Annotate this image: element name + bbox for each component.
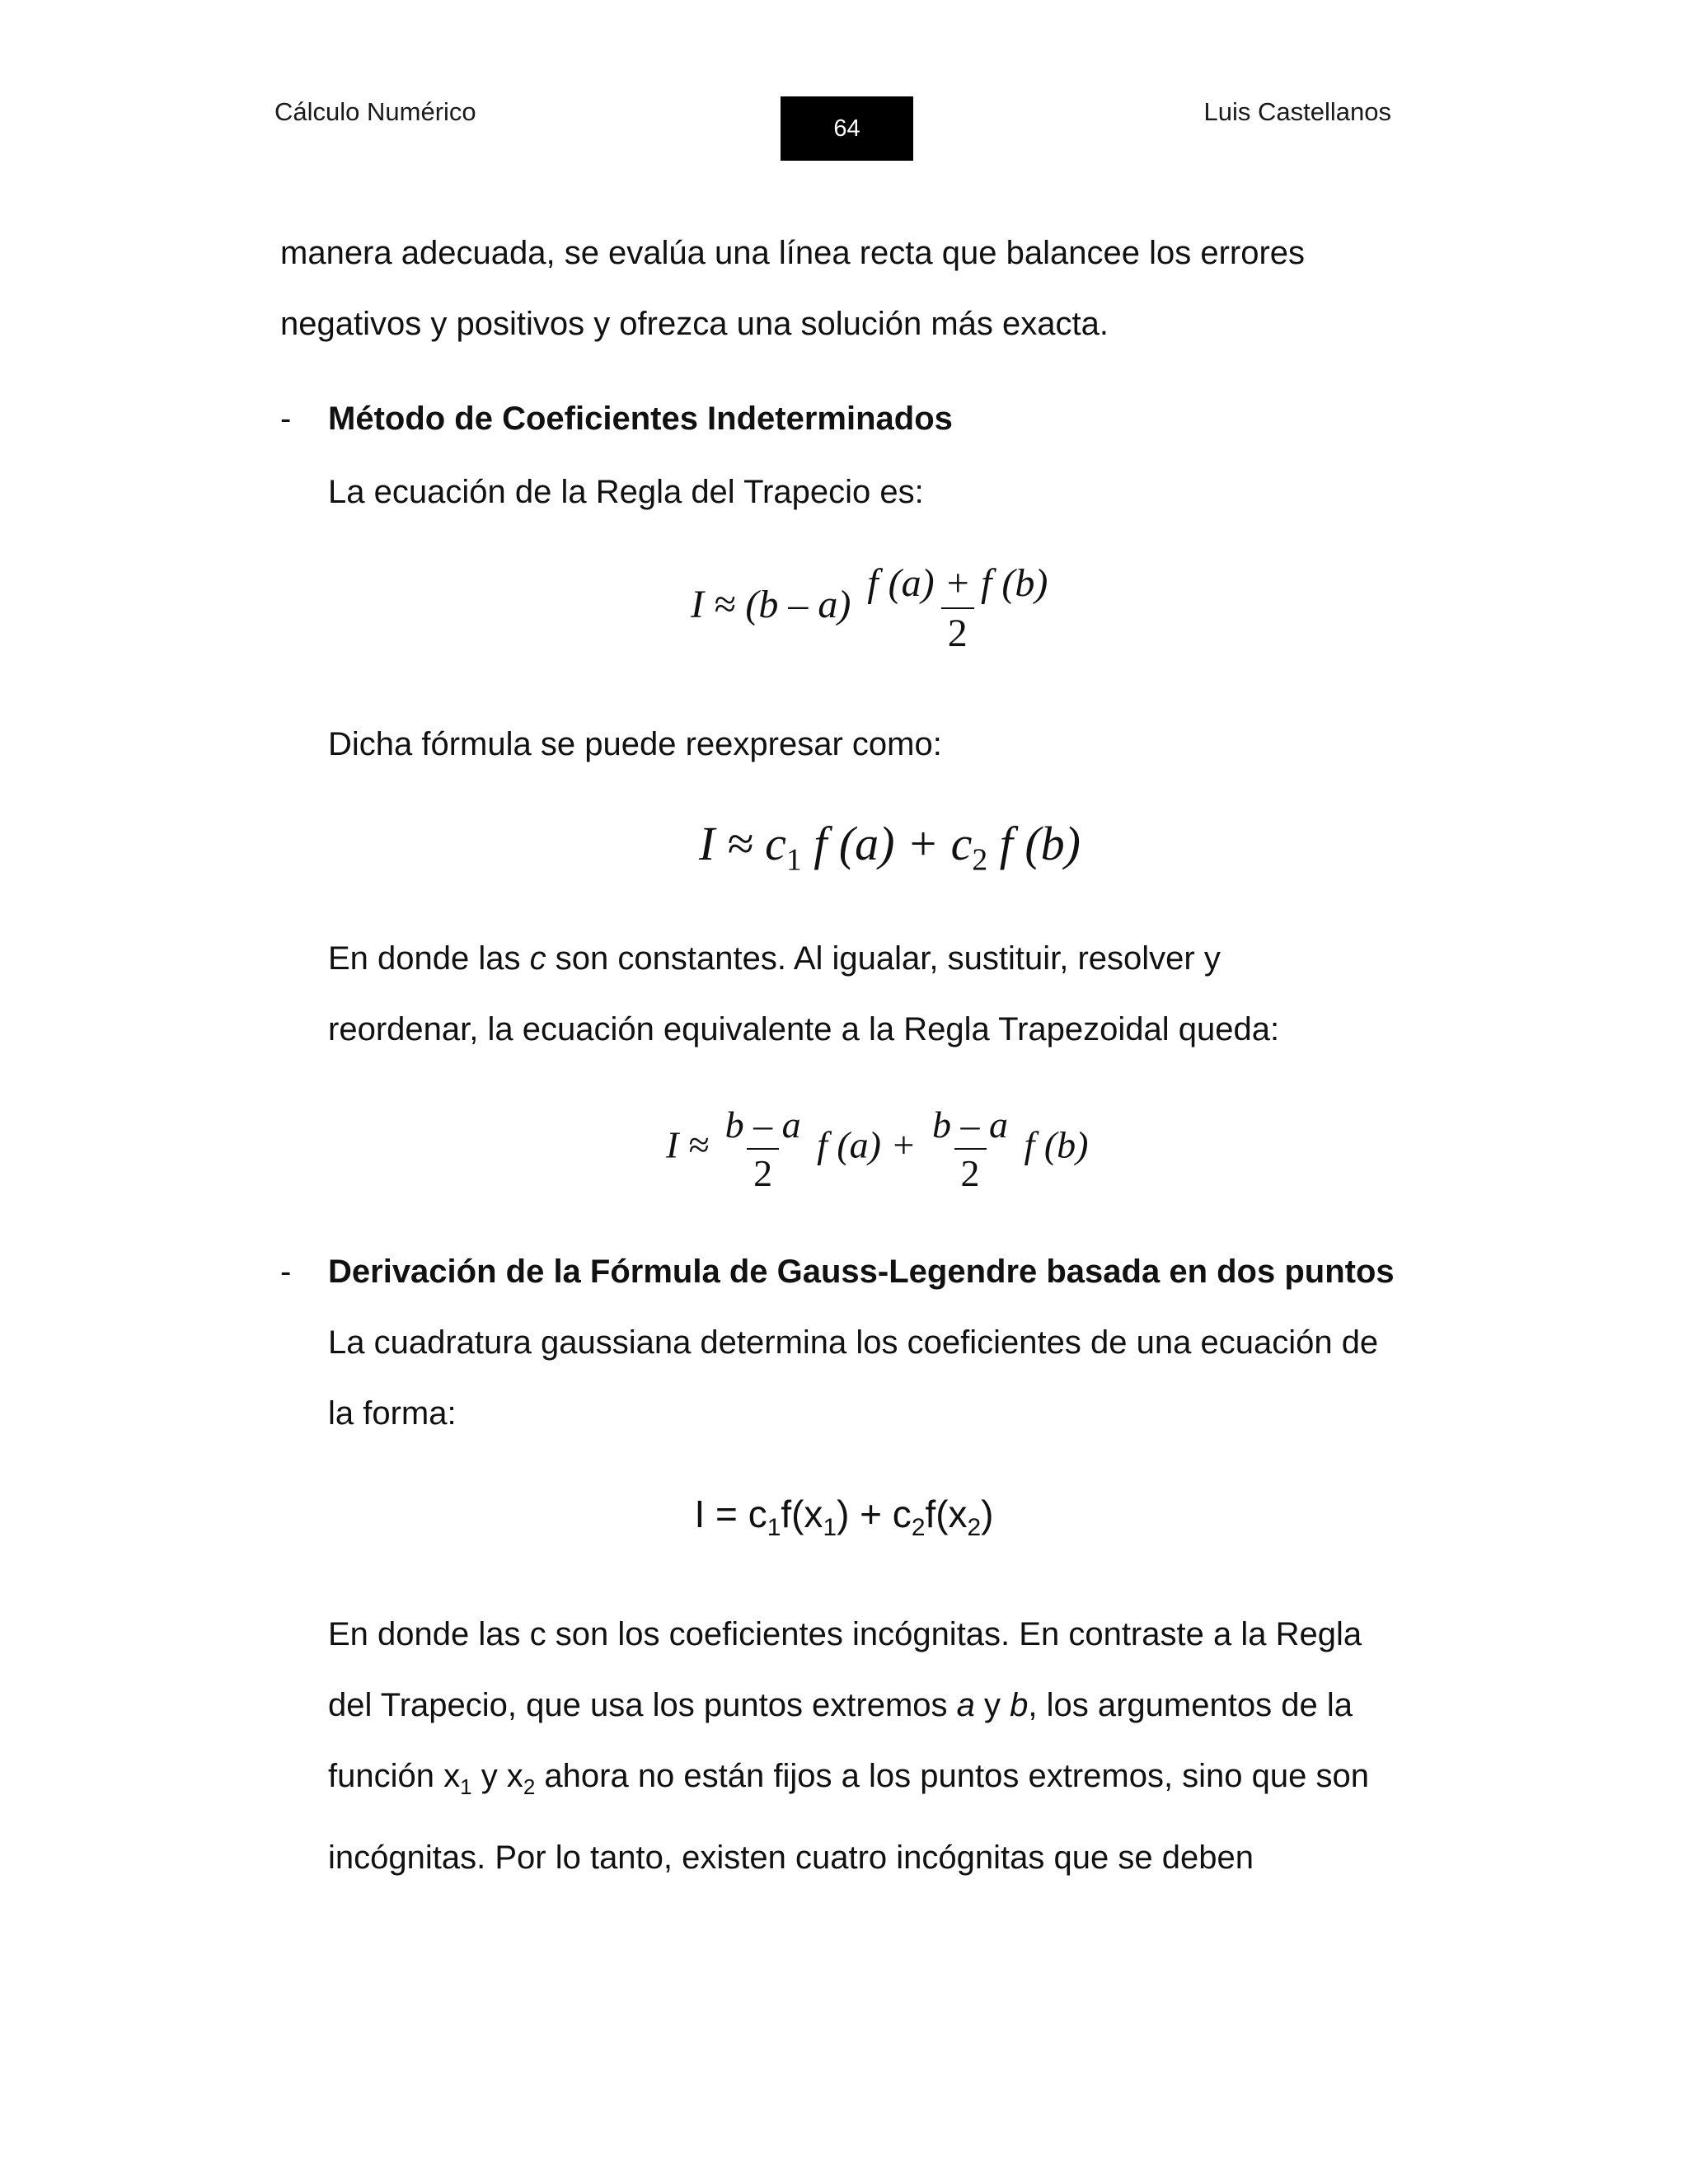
para-c-line1	[328, 923, 1431, 994]
formula-1-lhs: I ≈ (b – a)	[691, 583, 851, 627]
section-1-heading: Método de Coeficientes Indeterminados	[328, 401, 953, 437]
formula-1-fraction	[860, 560, 1054, 656]
formula-3-lhs: I ≈	[666, 1123, 710, 1166]
formula-gauss-legendre	[0, 1492, 1688, 1542]
formula-3-den-1: 2	[747, 1148, 779, 1195]
paragraph-intro-line1: manera adecuada, se evalúa una línea recta que balancee los errores	[280, 235, 1306, 271]
formula-1-numerator: f (a) + f (b)	[867, 561, 1048, 605]
section-2-bullet: -	[280, 1254, 292, 1290]
final-para-line4: incógnitas. Por lo tanto, existen cuatro incógnitas que se deben	[328, 1840, 1254, 1876]
final-para-l3-sub2: 2	[523, 1774, 536, 1799]
section-2-final-paragraph	[328, 1599, 1431, 1893]
section-1-after-formula-1: Dicha fórmula se puede reexpresar como:	[328, 726, 942, 762]
section-1-para-c	[328, 923, 1431, 1065]
section-1-bullet: -	[280, 401, 292, 437]
formula-3-fraction-1	[719, 1103, 808, 1195]
formula-coefficients	[699, 816, 1081, 879]
final-para-line3	[328, 1741, 1431, 1822]
formula-3-mid: f (a) +	[817, 1123, 917, 1166]
formula-2-i: I ≈ c	[699, 817, 786, 870]
para-c-line2: reordenar, la ecuación equivalente a la Regla Trapezoidal queda:	[328, 1011, 1280, 1047]
para-c-c: c	[529, 940, 546, 977]
formula-trapezoid	[691, 560, 1054, 656]
formula-3-fraction-2	[926, 1103, 1015, 1195]
final-para-l3b: y x	[471, 1758, 523, 1794]
para-c-a: En donde las	[328, 940, 530, 977]
final-para-line1: En donde las c son los coeficientes incógnitas. En contraste a la Regla	[328, 1616, 1362, 1652]
final-para-b: b	[1010, 1687, 1029, 1723]
page-number-box	[781, 96, 913, 161]
section-1-intro: La ecuación de la Regla del Trapecio es:	[328, 474, 924, 510]
section-2-heading: Derivación de la Fórmula de Gauss-Legendre basada en dos puntos	[328, 1254, 1395, 1290]
header-right-author: Luis Castellanos	[1203, 97, 1391, 126]
section-2-intro-line2: la forma:	[328, 1395, 457, 1432]
formula-2-sub-2: 2	[972, 842, 988, 878]
formula-2-mid: f (a) + c	[814, 817, 973, 870]
formula-4-part-1: I = c	[694, 1493, 767, 1535]
formula-2-end: f (b)	[999, 817, 1081, 870]
section-2-intro-line1: La cuadratura gaussiana determina los coeficientes de una ecuación de	[328, 1324, 1379, 1361]
section-2-intro	[328, 1307, 1431, 1449]
formula-trapezoid-expanded	[666, 1103, 1088, 1195]
formula-2-sub-1: 1	[785, 842, 802, 878]
final-para-a: a	[956, 1687, 975, 1723]
final-para-line2	[328, 1670, 1431, 1741]
para-c-b: son constantes. Al igualar, sustituir, resolver y	[546, 940, 1221, 977]
formula-4-part-2: f(x	[781, 1493, 823, 1535]
formula-1-denominator: 2	[941, 607, 974, 656]
formula-4-sub-2: 1	[823, 1514, 837, 1542]
header-left-title: Cálculo Numérico	[274, 97, 476, 126]
formula-4-part-4: f(x	[925, 1493, 968, 1535]
formula-4-part-5: )	[981, 1493, 994, 1535]
final-para-l3a: función x	[328, 1758, 461, 1794]
formula-4-sub-4: 2	[967, 1514, 982, 1542]
formula-3-num-2: b – a	[932, 1104, 1009, 1146]
paragraph-intro	[280, 218, 1431, 359]
final-para-l2b: y	[974, 1687, 1010, 1723]
formula-3-end: f (b)	[1024, 1123, 1089, 1166]
formula-3-num-1: b – a	[724, 1104, 801, 1146]
formula-4-part-3: ) + c	[837, 1493, 912, 1535]
formula-3-den-2: 2	[954, 1148, 987, 1195]
final-para-l2a: del Trapecio, que usa los puntos extremos	[328, 1687, 957, 1723]
formula-4-sub-1: 1	[767, 1514, 781, 1542]
final-para-l3c: ahora no están fijos a los puntos extremos, sino que son	[535, 1758, 1369, 1794]
final-para-l3-sub1: 1	[460, 1774, 472, 1799]
paragraph-intro-line2: negativos y positivos y ofrezca una solución más exacta.	[280, 306, 1109, 342]
formula-4-sub-3: 2	[911, 1514, 926, 1542]
final-para-l2c: , los argumentos de la	[1028, 1687, 1353, 1723]
page-number: 64	[833, 115, 860, 142]
